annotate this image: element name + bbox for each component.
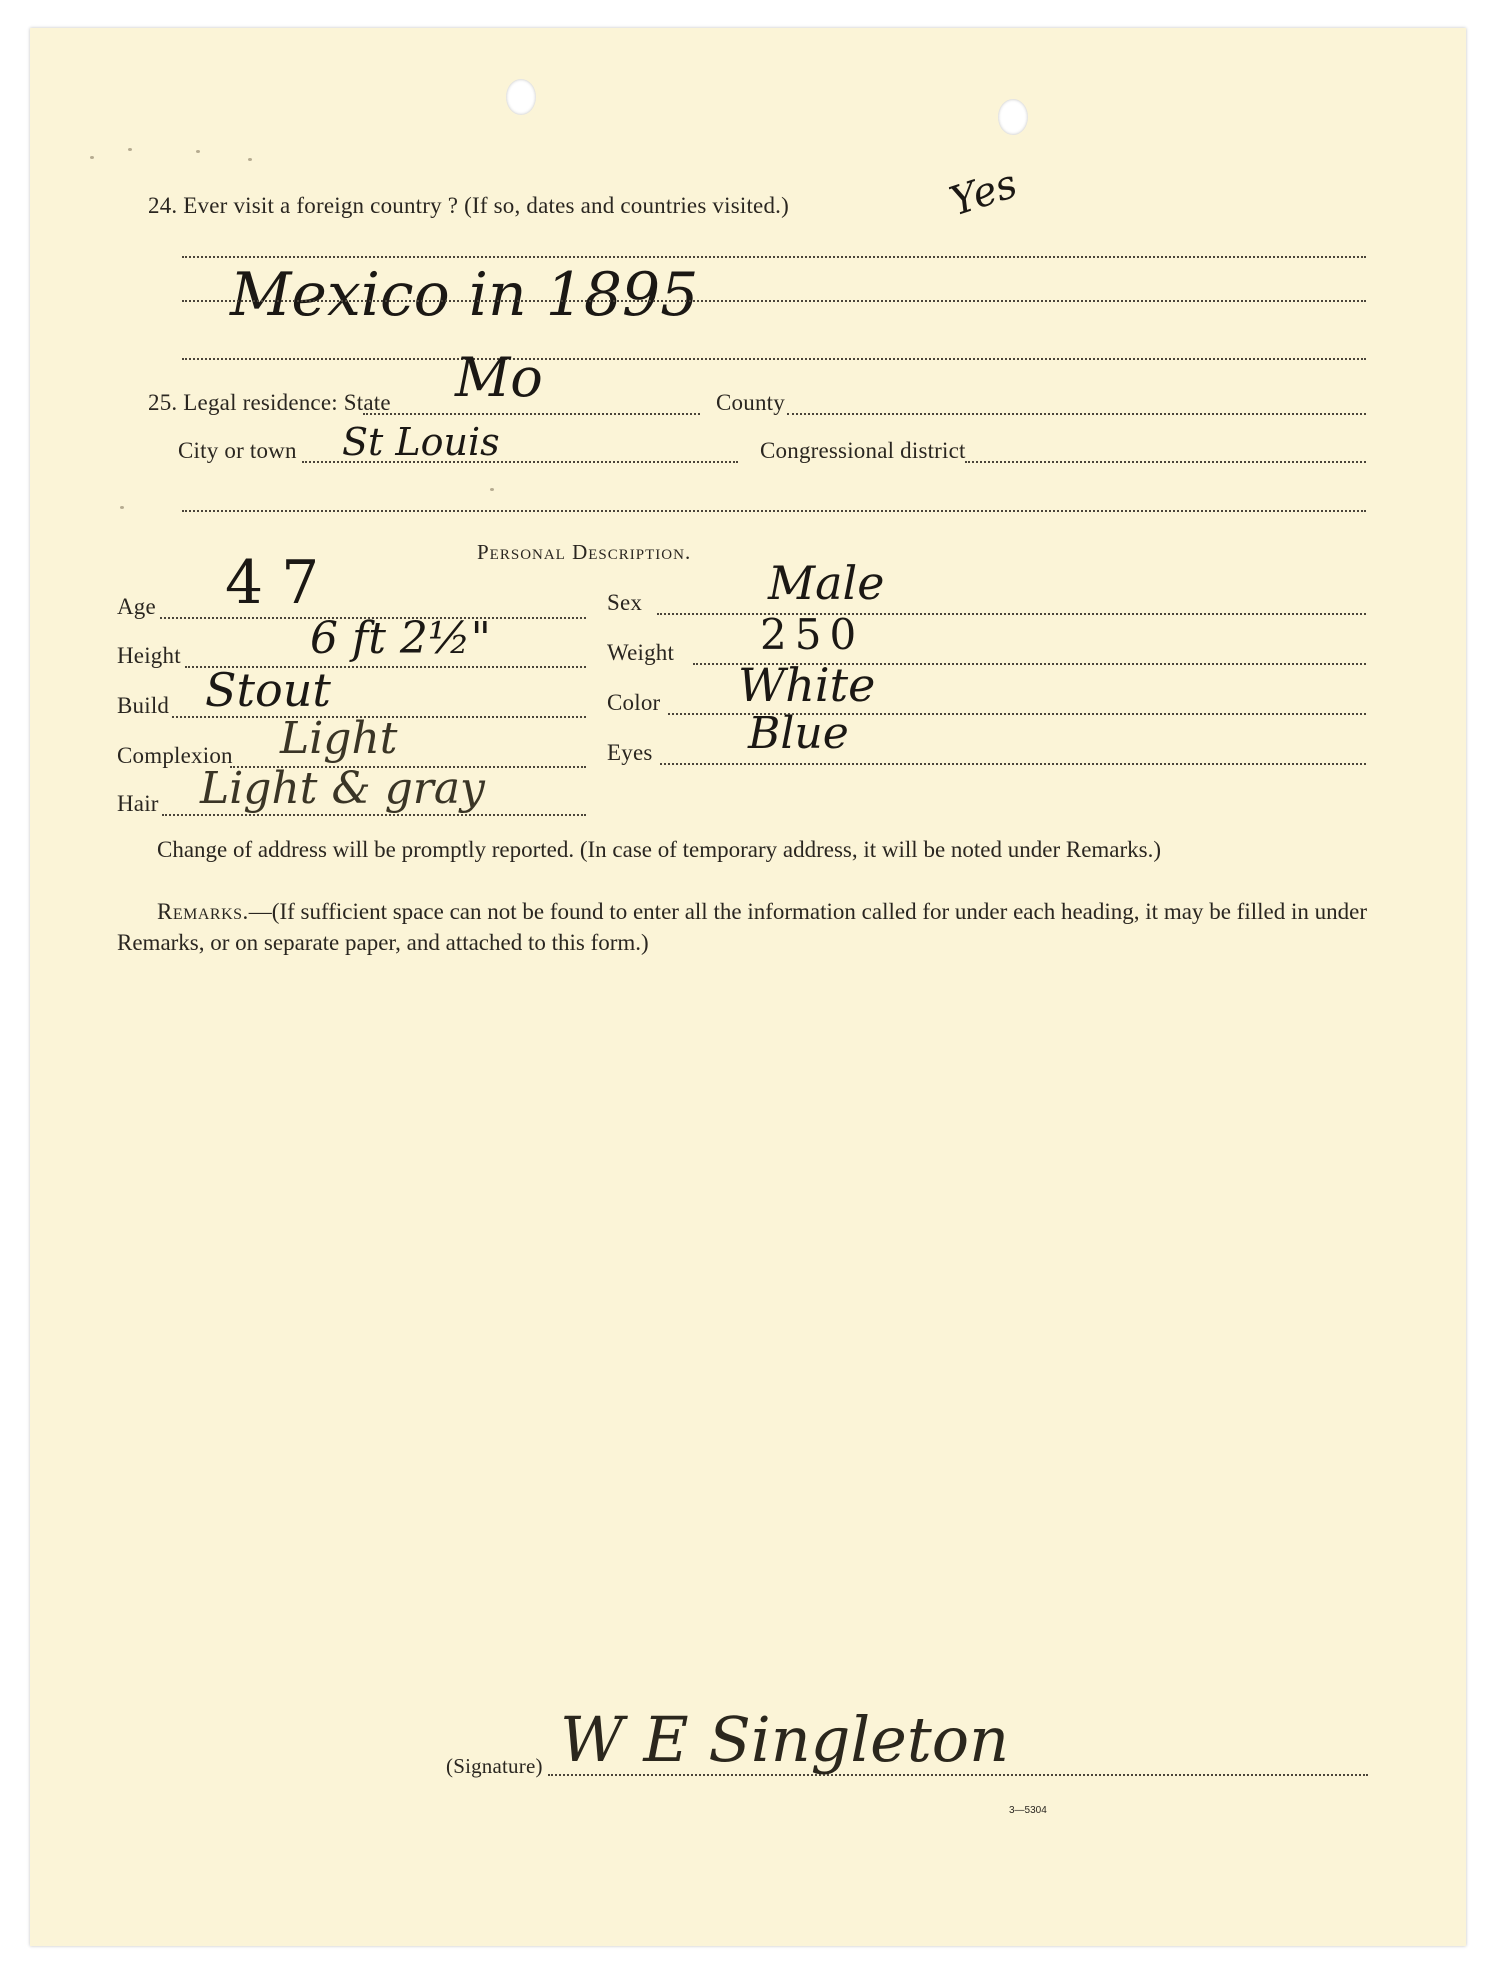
q25-city-label: City or town	[178, 438, 297, 463]
build-label: Build	[117, 693, 170, 718]
punch-hole-left	[506, 79, 536, 115]
remarks-label: Remarks.	[157, 899, 249, 924]
change-of-address-note: Change of address will be promptly reported. (In case of temporary address, it will be noted under Remarks.)	[157, 837, 1162, 862]
q24-line-3	[182, 358, 1366, 360]
hair-label: Hair	[117, 791, 159, 816]
punch-hole-right	[998, 99, 1028, 135]
q25-state-label: 25. Legal residence: State	[148, 390, 391, 415]
remarks-note	[117, 896, 1367, 958]
q24-label: 24. Ever visit a foreign country ? (If so, dates and countries visited.)	[148, 193, 789, 218]
weight-value: 250	[760, 610, 865, 659]
hair-line	[162, 814, 586, 816]
age-value: 47	[225, 548, 338, 618]
q24-line-1	[182, 256, 1366, 258]
signature-value: W E Singleton	[560, 1703, 1010, 1776]
signature-label: (Signature)	[446, 1754, 543, 1778]
age-label: Age	[117, 594, 156, 619]
eyes-value: Blue	[748, 708, 849, 759]
q25-city-value: St Louis	[342, 420, 500, 464]
q25-district-label: Congressional district	[760, 438, 966, 463]
personal-heading: Personal Description.	[477, 540, 692, 564]
remarks-text: —(If sufficient space can not be found to enter all the information called for under each heading, it may be filled in under Remarks, or on separate paper, and attached to this form.)	[117, 899, 1367, 955]
q25-district-line	[965, 461, 1366, 463]
q25-county-label: County	[716, 390, 785, 415]
complexion-value: Light	[280, 713, 398, 764]
color-value: White	[738, 658, 876, 712]
q25-county-line	[787, 413, 1366, 415]
eyes-line	[660, 763, 1366, 765]
q24-answer-yes: Yes	[944, 160, 1023, 226]
height-value: 6 ft 2½"	[310, 613, 491, 664]
q24-line-2	[182, 300, 1366, 302]
complexion-label: Complexion	[117, 743, 233, 768]
color-label: Color	[607, 690, 661, 715]
build-value: Stout	[205, 663, 331, 717]
q25-line-extra	[182, 510, 1366, 512]
weight-label: Weight	[607, 640, 675, 665]
form-sheet	[30, 28, 1466, 1946]
form-number: 3—5304	[1009, 1805, 1047, 1816]
sex-label: Sex	[607, 590, 643, 615]
q25-state-value: Mo	[455, 346, 543, 409]
sex-value: Male	[768, 556, 885, 610]
hair-value: Light & gray	[200, 763, 485, 814]
q24-answer-detail: Mexico in 1895	[230, 260, 699, 330]
q25-state-line	[363, 413, 700, 415]
eyes-label: Eyes	[607, 740, 653, 765]
height-label: Height	[117, 643, 181, 668]
